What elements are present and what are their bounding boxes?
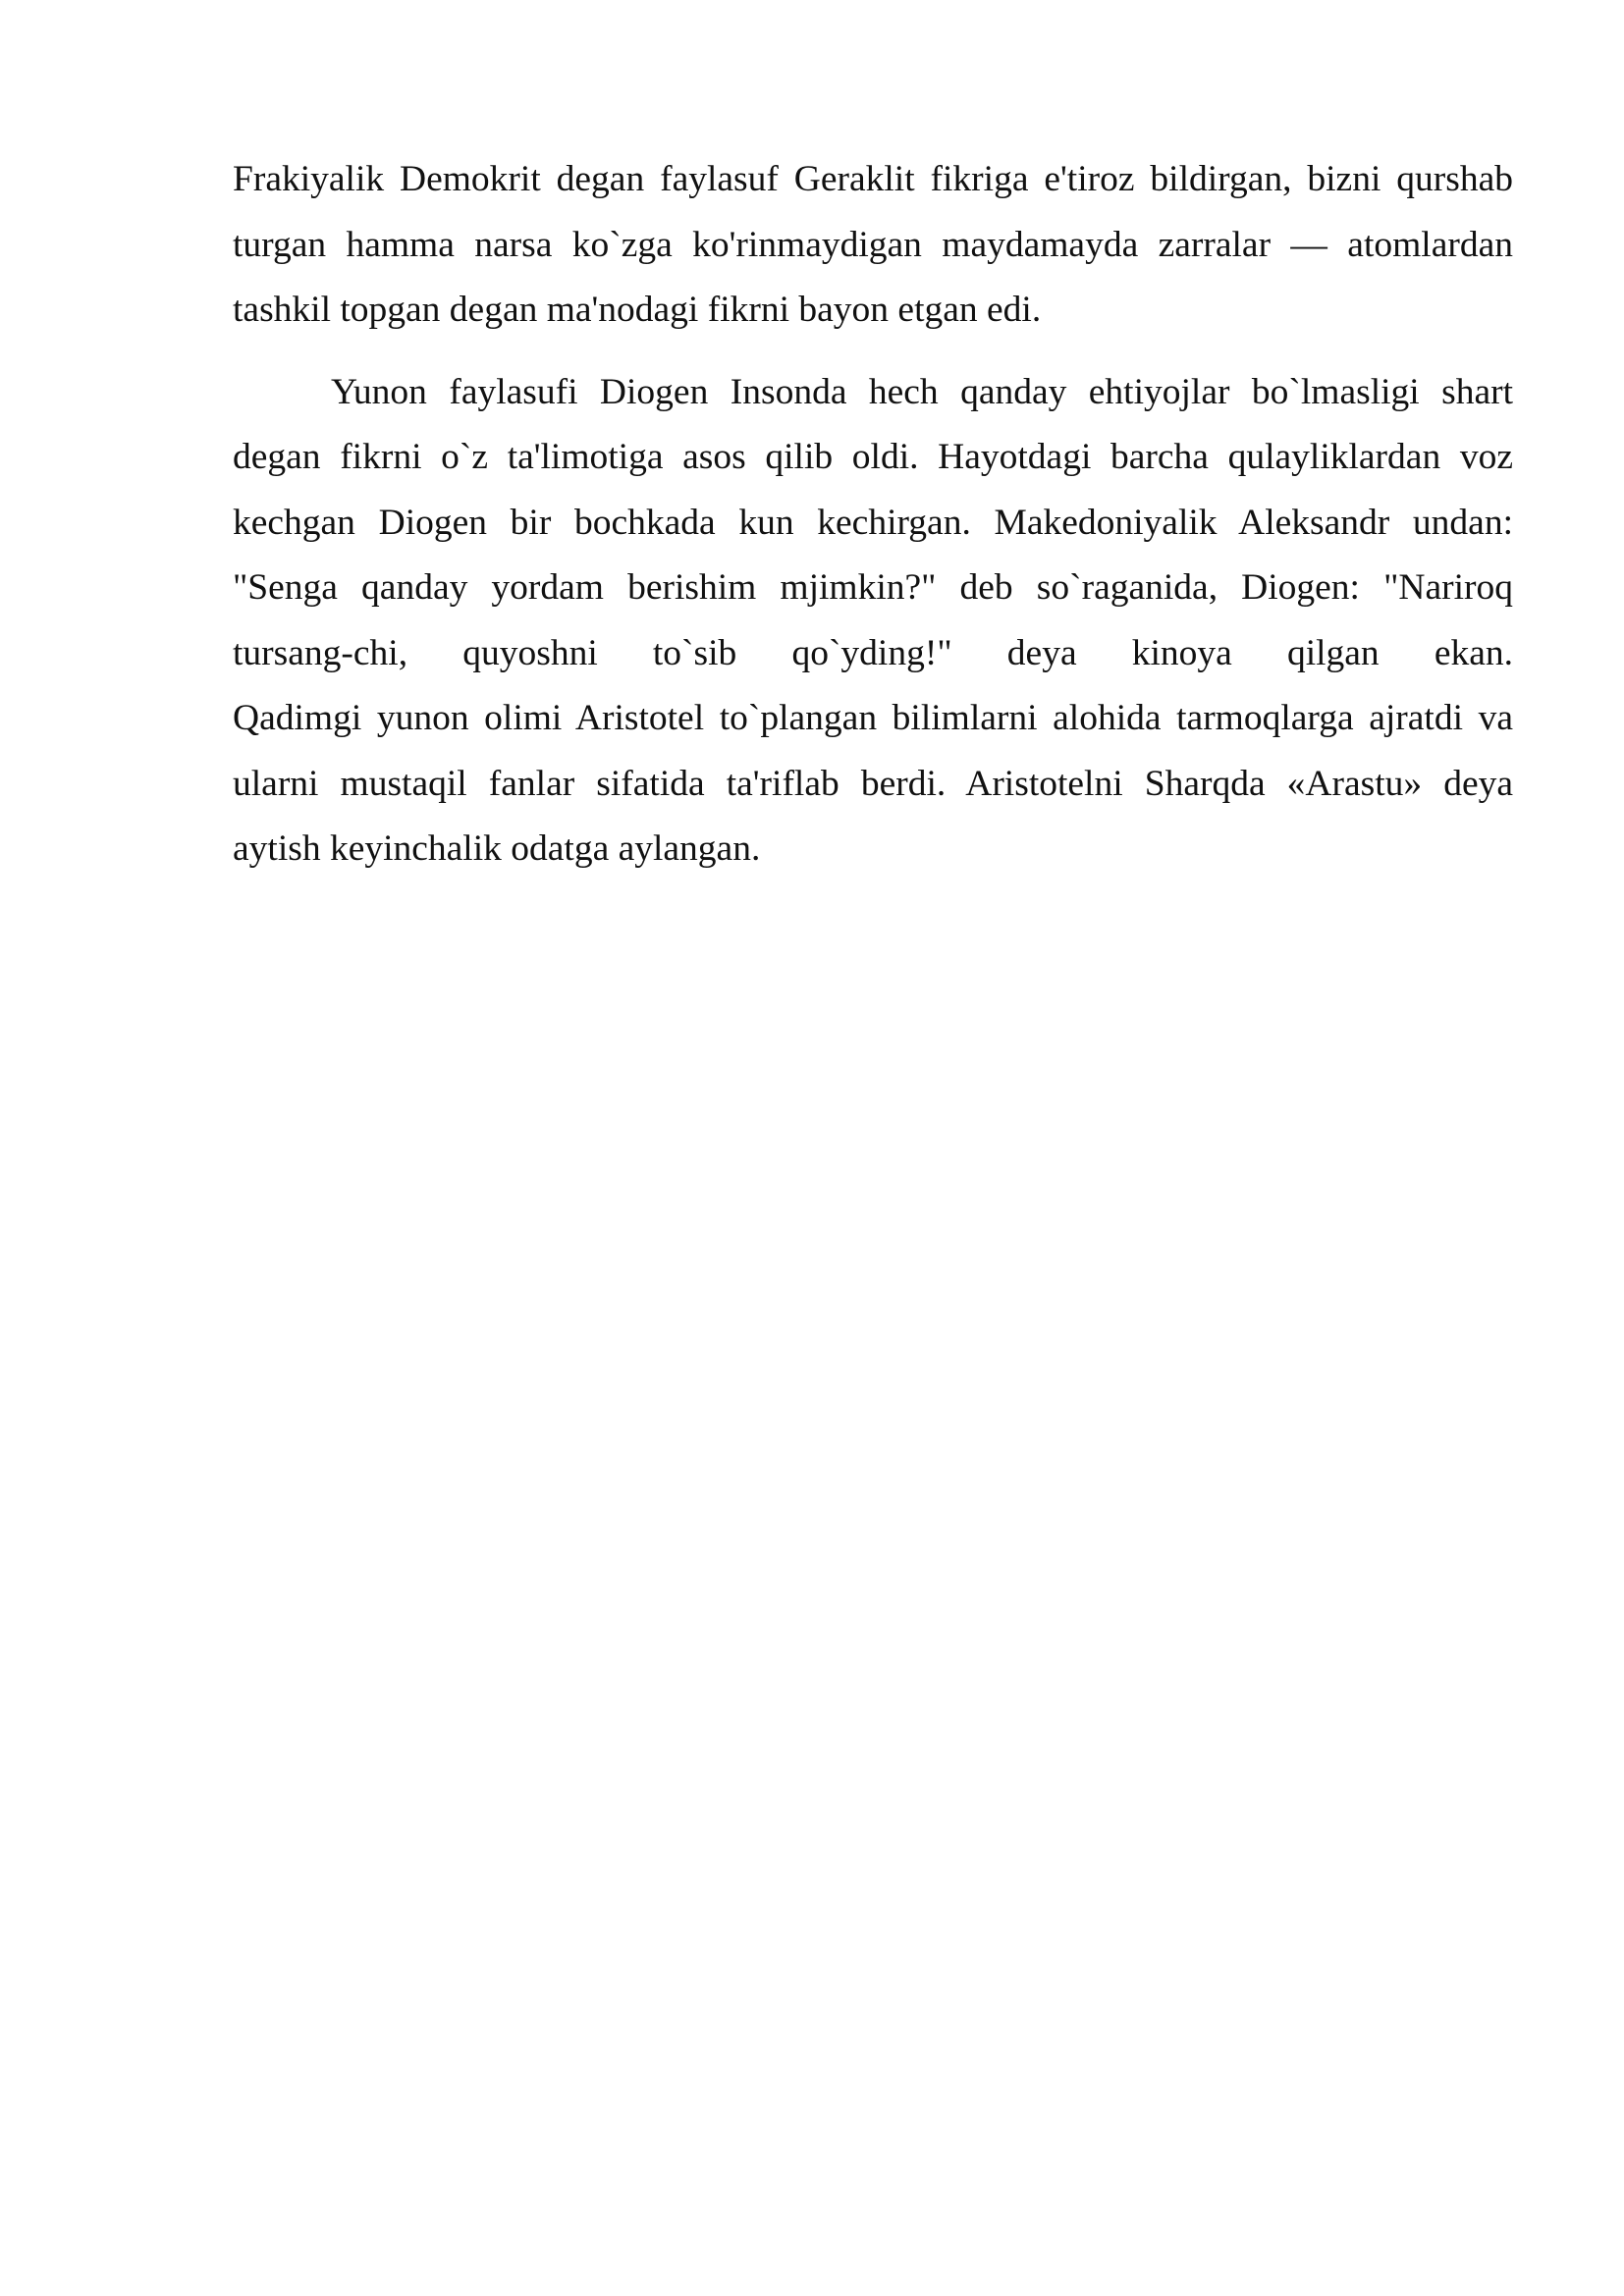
text-line: "Senga qanday yordam berishim mjimkin?" deb so`raganida, Diogen: "Nariroq [233, 567, 1513, 608]
paragraph-diogenes-aristotle [233, 360, 1513, 882]
text-line: tashkil topgan degan ma'nodagi fikrni bayon etgan edi. [233, 290, 1042, 330]
text-line: Yunon faylasufi Diogen Insonda hech qanday ehtiyojlar bo`lmasligi shart [331, 371, 1513, 412]
text-line: turgan hamma narsa ko`zga ko'rinmaydigan maydamayda zarralar — atomlardan [233, 224, 1513, 265]
text-line: Frakiyalik Demokrit degan faylasuf Geraklit fikriga e'tiroz bildirgan, bizni qurshab [233, 159, 1513, 199]
text-line: degan fikrni o`z ta'limotiga asos qilib oldi. Hayotdagi barcha qulayliklardan voz [233, 437, 1513, 477]
body-text [233, 147, 1513, 882]
text-line: ularni mustaqil fanlar sifatida ta'riflab berdi. Aristotelni Sharqda «Arastu» deya [233, 763, 1513, 804]
text-line: tursang-chi, quyoshni to`sib qo`yding!" deya kinoya qilgan ekan. [233, 632, 1513, 673]
text-line: aytish keyinchalik odatga aylangan. [233, 828, 761, 869]
paragraph-democritus [233, 147, 1513, 344]
text-line: kechgan Diogen bir bochkada kun kechirgan. Makedoniyalik Aleksandr undan: [233, 502, 1513, 543]
text-line: Qadimgi yunon olimi Aristotel to`plangan bilimlarni alohida tarmoqlarga ajratdi va [233, 698, 1513, 738]
